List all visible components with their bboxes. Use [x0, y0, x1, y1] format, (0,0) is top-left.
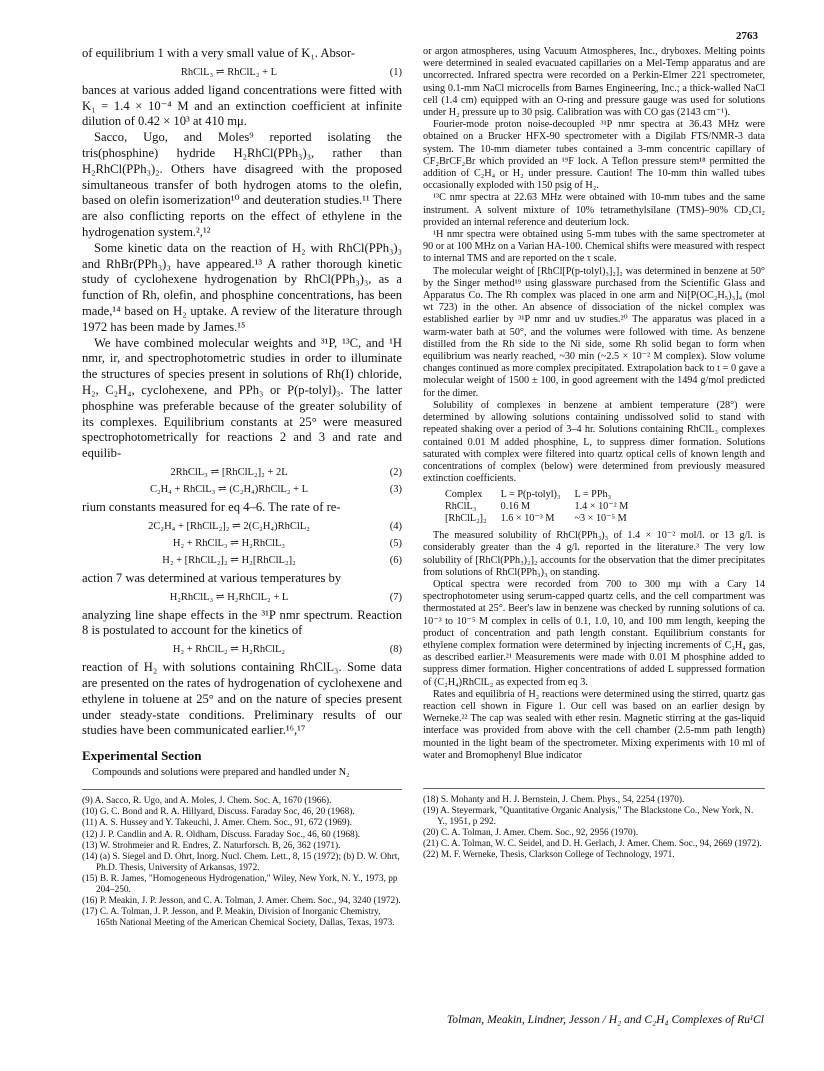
paragraph: Rates and equilibria of H₂ reactions were determined using the stirred, quartz gas reaction cell shown in Figure 1. Our cell was based on an earlier design by Werneke.²² The cap was sealed with ether resin. Magnetic stirring at the gas-liquid interface was provided from above with the cell chamber (2.5-mm path length) mounted in the light beam of the spectrometer. Mixing experiments with 10 ml of water and Bromophenyl Blue indicator: [423, 688, 765, 761]
paragraph: bances at various added ligand concentrations were fitted with K₁ = 1.4 × 10⁻⁴ M and an extinction coefficient at infinite dilution of 0.42 × 10³ at 410 mμ.: [82, 82, 402, 129]
equation-number: (2): [389, 466, 402, 478]
table-header-row: [445, 489, 642, 501]
reference-item: (18) S. Mohanty and H. J. Bernstein, J. Chem. Phys., 54, 2254 (1970).: [423, 794, 685, 805]
equation-text: H₂ + [RhClL₂]₂ ⇌ H₂[RhClL₂]₂: [162, 554, 296, 566]
table-cell: 1.6 × 10⁻³ M: [500, 512, 555, 524]
paragraph: Compounds and solutions were prepared and handled under N₂: [92, 767, 350, 779]
experimental-text: [82, 767, 402, 779]
equation-text: H₂ + RhClL₃ ⇌ H₂RhClL₃: [172, 537, 286, 549]
reference-item: (19) A. Steyermark, "Quantitative Organic Analysis," The Blackstone Co., New York, N. Y., 1951, p 292.: [423, 806, 754, 828]
paragraph: Fourier-mode proton noise-decoupled ³¹P nmr spectra at 36.43 MHz were obtained on a Brucker HFX-90 spectrometer with a Digilab FTS/NMR-3 data system. The 10-mm diameter tubes contained a 3-mm concentric capillary of CF₂BrCF₂Br which provided an ¹⁹F lock. A Teflon pressure stem¹⁸ permitted the addition of C₂H₄ or H₂ under pressure. Caution! The 10-mm thin walled tubes occasionally exploded with 150 psig of H₂.: [423, 119, 765, 192]
table-cell: 0.16 M: [500, 500, 531, 512]
equation-number: (7): [389, 591, 402, 603]
paragraph: of equilibrium 1 with a very small value of K₁. Absor-: [82, 46, 356, 60]
paragraph: Solubility of complexes in benzene at ambient temperature (28°) were determined by allowing solutions containing undissolved solid to stand with repeated shaking over a period of 3–4 hr. Solutions containing RhClL₃ complexes contained 0.01 M added phosphine, L, to suppress dimer formation. Solutions saturated with complex were filtered into quartz optical cells of known length and concentrations of complex (below) were determined from previously measured extinction coefficients.: [423, 399, 765, 485]
table-row: [445, 513, 642, 525]
paragraph: action 7 was determined at various temperatures by: [82, 570, 342, 585]
paragraph: Some kinetic data on the reaction of H₂ with RhCl(PPh₃)₃ and RhBr(PPh₃)₃ have appeared.¹³ A rather thorough kinetic study of cyclohexene hydrogenation by RhCl(PPh₃)₃, as a function of Rh, olefin, and phosphine concentrations, has been made,¹⁴ based on H₂ uptake. A review of the literature through 1972 has been made by James.¹⁵: [82, 240, 402, 334]
paragraph: The measured solubility of RhCl(PPh₃)₃ of 1.4 × 10⁻² mol/l. or 13 g/l. is considerably greater than the 4 g/l. reported in the literature.³ The very low solubility of [RhCl(PPh₃)₂]₂ accounts for the observation that the dimer precipitates from solutions of RhCl(PPh₃)₃ on standing.: [423, 530, 765, 578]
reference-item: (10) G. C. Bond and R. A. Hillyard, Discuss. Faraday Soc, 46, 20 (1968).: [82, 807, 355, 818]
equation-number: (8): [389, 644, 402, 656]
paragraph: analyzing line shape effects in the ³¹P nmr spectrum. Reaction 8 is postulated to account for the kinetics of: [82, 607, 402, 638]
table-header: L = P(p-tolyl)₃: [500, 489, 561, 501]
right-experimental-text: [423, 46, 765, 485]
page-number: 2763: [736, 30, 758, 42]
reference-item: (22) M. F. Werneke, Thesis, Clarkson College of Technology, 1971.: [423, 850, 675, 861]
equation-5: [82, 537, 402, 550]
table-row: [445, 501, 642, 513]
table-cell: 1.4 × 10⁻² M: [574, 500, 629, 512]
references-left: [82, 789, 402, 929]
equation-4: [82, 520, 402, 533]
references-right: [423, 788, 765, 862]
table-header: Complex: [445, 489, 483, 501]
equation-number: (1): [389, 66, 402, 78]
equation-text: 2C₂H₄ + [RhClL₂]₂ ⇌ 2(C₂H₄)RhClL₂: [148, 520, 310, 532]
reference-item: (16) P. Meakin, J. P. Jesson, and C. A. Tolman, J. Amer. Chem. Soc., 94, 3240 (1972).: [82, 896, 401, 907]
paragraph: Sacco, Ugo, and Moles⁹ reported isolating the tris(phosphine) hydride H₂RhCl(PPh₃)₃, rather than H₂RhCl(PPh₃)₂. Others have disagreed with the proposed simultaneous transfer of both hydrogen atoms to the olefin, based on olefin isomerization¹⁰ and deuteration studies.¹¹ There are also conflicting reports on the effect of ethylene in the hydrogenation system.²,¹²: [82, 130, 402, 239]
equation-8: [82, 643, 402, 656]
left-column: [82, 46, 402, 929]
reference-item: (9) A. Sacco, R. Ugo, and A. Moles, J. Chem. Soc. A, 1670 (1966).: [82, 796, 332, 807]
paragraph: ¹H nmr spectra were obtained using 5-mm tubes with the same spectrometer at 90 or at 100 MHz on a Varian HA-100. Chemical shifts were measured with respect to internal TMS and are reported on the τ scale.: [423, 229, 765, 265]
equation-6: [82, 554, 402, 567]
equation-number: (5): [389, 537, 402, 549]
table-header: L = PPh₃: [574, 489, 612, 501]
equation-1: [82, 66, 402, 79]
reference-item: (14) (a) S. Siegel and D. Ohrt, Inorg. Nucl. Chem. Lett., 8, 15 (1972); (b) D. W. Ohrt, Ph.D. Thesis, University of Arkansas, 1972.: [82, 851, 400, 873]
section-title: Experimental Section: [82, 748, 202, 764]
reference-item: (13) W. Strohmeier and R. Endres, Z. Naturforsch. B, 26, 362 (1971).: [82, 840, 341, 851]
equation-number: (4): [389, 520, 402, 532]
equation-text: C₂H₄ + RhClL₃ ⇌ (C₂H₄)RhClL₂ + L: [149, 483, 309, 495]
reference-item: (17) C. A. Tolman, J. P. Jesson, and P. Meakin, Division of Inorganic Chemistry, 165th National Meeting of the American Chemical Society, Dallas, Texas, 1973.: [82, 907, 395, 929]
paragraph: or argon atmospheres, using Vacuum Atmospheres, Inc., dryboxes. Melting points were determined in sealed evacuated capillaries on a Mel-Temp apparatus and are uncorrected. Infrared spectra were recorded on a Perkin-Elmer 221 spectrometer, using 0.1-mm NaCl microcells from Barnes Engineering, Inc.; a thick-walled NaCl cell (1.4 cm) equipped with an O-ring and pressure gauge was used for solutions under H₂ pressure up to 30 psig. Calibration was with CO gas (2143 cm⁻¹).: [423, 46, 765, 119]
table-cell: ~3 × 10⁻⁵ M: [574, 512, 627, 524]
table-cell: [RhClL₂]₂: [445, 512, 487, 524]
paragraph: Optical spectra were recorded from 700 to 300 mμ with a Cary 14 spectrophotometer using serum-capped quartz cells, and the cell compartment was thermostated at 25°. Beer's law in benzene was checked by running solutions of ca. 10⁻³ to 10⁻⁵ M complex in cells of 0.1, 1.0, 10, and 100 mm length, keeping the product of concentration and path length constant. Equilibrium constants for ethylene complex formation were determined by injecting increments of C₂H₄ gas, as described earlier.²¹ Measurements were made with 0.01 M phosphine added to suppress dimer formation. Higher concentrations of added L suppressed formation of (C₂H₄)RhClL₂ as expected from eq 3.: [423, 578, 765, 688]
reference-item: (21) C. A. Tolman, W. C. Seidel, and D. H. Gerlach, J. Amer. Chem. Soc., 94, 2669 (1972).: [423, 839, 762, 850]
right-column: [423, 46, 765, 862]
paragraph: ¹³C nmr spectra at 22.63 MHz were obtained with 10-mm tubes and the same instrument. A solvent mixture of 10% tetramethylsilane (TMS)–90% CD₂Cl₂ provided an internal reference and deuterium lock.: [423, 192, 765, 228]
running-footer: Tolman, Meakin, Lindner, Jesson / H₂ and C₂H₄ Complexes of RuᴵCl: [446, 1013, 764, 1026]
paragraph: The molecular weight of [RhCl[P(p-tolyl)₃]₂]₂ was determined in benzene at 50° by the Singer method¹⁹ using glassware purchased from the Scientific Glass and Apparatus Co. The Rh complex was placed in one arm and Ni[P(OC₂H₅)₃]₄ (mol wt 723) in the other. An absence of dissociation of the nickel complex was established earlier by ³¹P nmr and uv studies.²⁰ The apparatus was placed in a warm-water bath at 50°, and the volumes were followed with time. As benzene distilled from the Rh side to the Ni side, some Rh solid began to form when equilibrium was nearly reached, ~30 min (~2.5 × 10⁻² M complex). Slow volume changes continued as more complex precipitated. Extrapolation back to t = 0 gave a molecular weight of 1500 ± 100, in good agreement with the 1494 g/mol predicted for the dimer.: [423, 265, 765, 399]
equation-number: (3): [389, 483, 402, 495]
right-experimental-text-cont: [423, 530, 765, 762]
equation-3: [82, 483, 402, 496]
equation-text: H₂RhClL₃ ⇌ H₂RhClL₂ + L: [169, 591, 289, 603]
paragraph: reaction of H₂ with solutions containing RhClL₃. Some data are presented on the rates of hydrogenation of cyclohexene and ethylene in toluene at 25° and on the nature of species present under steady-state conditions. Preliminary results of our studies have been communicated earlier.¹⁶,¹⁷: [82, 660, 402, 738]
solubility-table: [445, 489, 642, 524]
equation-text: 2RhClL₃ ⇌ [RhClL₂]₂ + 2L: [170, 466, 288, 478]
reference-item: (20) C. A. Tolman, J. Amer. Chem. Soc., 92, 2956 (1970).: [423, 828, 639, 839]
equation-text: H₂ + RhClL₂ ⇌ H₂RhClL₂: [172, 644, 286, 656]
equation-2: [82, 466, 402, 479]
equation-text: RhClL₃ ⇌ RhClL₂ + L: [180, 66, 278, 78]
equation-number: (6): [389, 554, 402, 566]
table-cell: RhClL₃: [445, 500, 477, 512]
paragraph: rium constants measured for eq 4–6. The rate of re-: [82, 499, 341, 514]
reference-item: (12) J. P. Candlin and A. R. Oldham, Discuss. Faraday Soc., 46, 60 (1968).: [82, 829, 361, 840]
left-main-text: [82, 46, 402, 739]
reference-item: (11) A. S. Hussey and Y. Takeuchi, J. Amer. Chem. Soc., 91, 672 (1969).: [82, 818, 352, 829]
paragraph: We have combined molecular weights and ³¹P, ¹³C, and ¹H nmr, ir, and spectrophotometric studies in order to illuminate the structures of species present in solutions of Rh(I) chloride, H₂, C₂H₄, cyclohexene, and PPh₃ or P(p-tolyl)₃. The latter phosphine was preferable because of the greater solubility of its complexes. Equilibrium constants at 25° were measured spectrophotometrically for reactions 2 and 3 and rate and equilib-: [82, 335, 402, 461]
reference-item: (15) B. R. James, "Homogeneous Hydrogenation," Wiley, New York, N. Y., 1973, pp 204–250.: [82, 873, 398, 896]
equation-7: [82, 591, 402, 604]
